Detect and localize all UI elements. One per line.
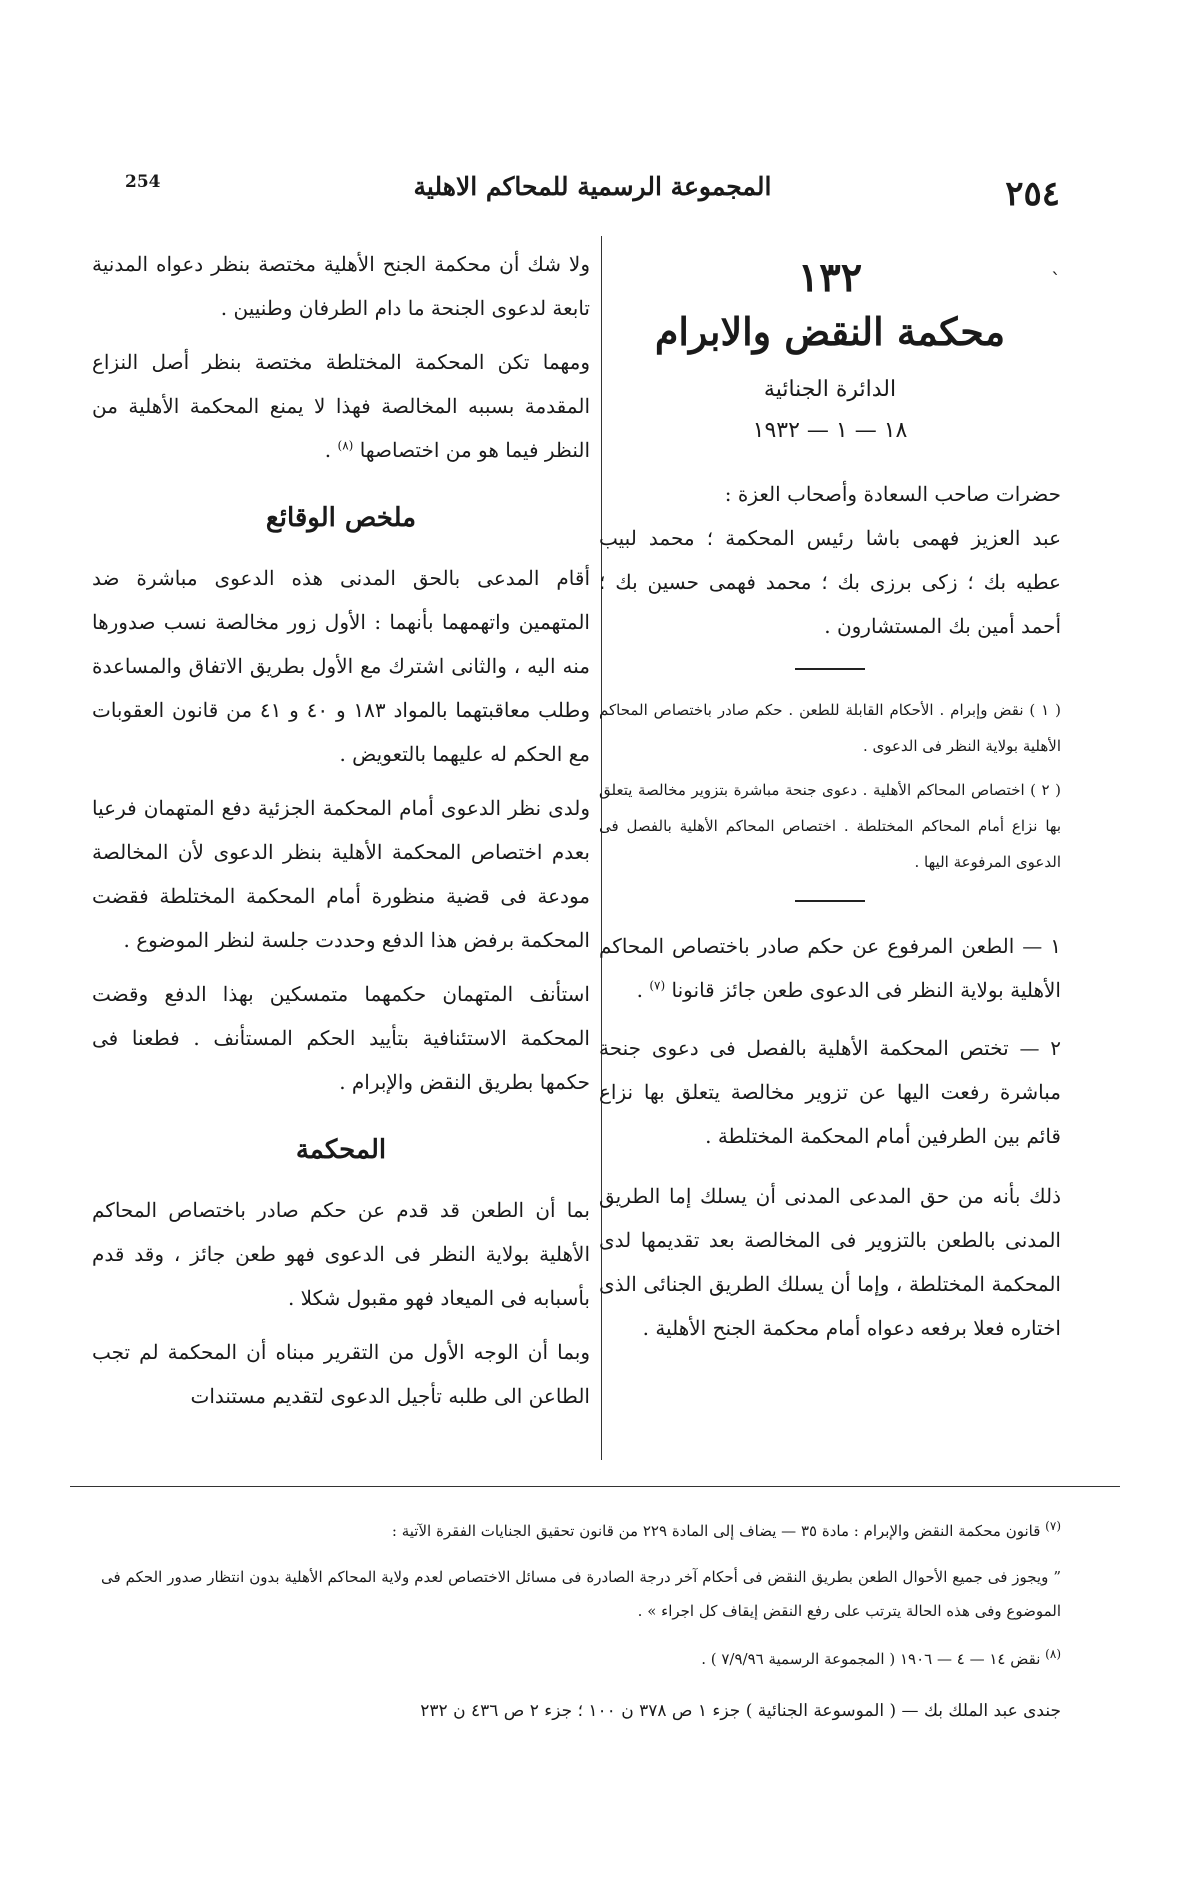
- opening-paragraph-2: [92, 340, 590, 472]
- footnote-7-quote: ” ويجوز فى جميع الأحوال الطعن بطريق النقض فى أحكام آخر درجة الصادرة فى مسائل الاختصاص لعدم ولاية المحاكم الأهلية بدون انتظار صدور الحكم فى الموضوع وفى هذه الحالة يترتب على رفع النقض إيقاف كل اجراء » .: [101, 1568, 1061, 1620]
- tick-mark: ˋ: [1051, 268, 1061, 292]
- reasoning-paragraph: ذلك بأنه من حق المدعى المدنى أن يسلك إما الطريق المدنى بالطعن بالتزوير فى المخالصة بعد تقديمها لدى المحكمة المختلطة ، وإما أن يسلك الطريق الجنائى الذى اختاره فعلا برفعه دعواه أمام محكمة الجنح الأهلية .: [599, 1184, 1061, 1340]
- section-rule: [795, 668, 865, 670]
- opening-paragraph-1: ولا شك أن محكمة الجنح الأهلية مختصة بنظر دعواه المدنية تابعة لدعوى الجنحة ما دام الطرفان وطنيين .: [92, 252, 590, 320]
- section-rule: [795, 900, 865, 902]
- running-title: المجموعة الرسمية للمحاكم الاهلية: [413, 172, 772, 201]
- left-column: [92, 242, 590, 1454]
- page-number-latin: 254: [125, 172, 161, 192]
- facts-paragraph-2: ولدى نظر الدعوى أمام المحكمة الجزئية دفع المتهمان فرعيا بعدم اختصاص المحكمة الأهلية بنظر الدعوى لأن المخالصة مودعة فى قضية منظورة أمام المحكمة المختلطة فقضت المحكمة برفض هذا الدفع وحددت جلسة لنظر الموضوع .: [92, 796, 590, 952]
- footnote-divider: [70, 1486, 1120, 1487]
- footnote-ref-8: (٨): [337, 438, 354, 453]
- headnote-1: ( ١ ) نقض وإبرام . الأحكام القابلة للطعن . حكم صادر باختصاص المحاكم الأهلية بولاية النظر فى الدعوى .: [599, 701, 1061, 755]
- headnote-2: ( ٢ ) اختصاص المحاكم الأهلية . دعوى جنحة مباشرة بتزوير مخالصة يتعلق بها نزاع أمام المحاكم المختلطة . اختصاص المحاكم الأهلية بالفصل فى الدعوى المرفوعة اليها .: [599, 781, 1061, 871]
- chamber-name: الدائرة الجنائية: [763, 377, 897, 402]
- court-title: المحكمة: [295, 1135, 387, 1165]
- court-paragraph-1: بما أن الطعن قد قدم عن حكم صادر باختصاص المحاكم الأهلية بولاية النظر فى الدعوى فهو طعن جائز ، وقد قدم بأسبابه فى الميعاد فهو مقبول شكلا .: [92, 1198, 590, 1310]
- running-header: [125, 172, 1060, 216]
- facts-paragraph-1: أقام المدعى بالحق المدنى هذه الدعوى مباشرة ضد المتهمين واتهمهما بأنهما : الأول زور مخالصة نسب صدورها منه اليه ، والثانى اشترك مع الأول بطريق الاتفاق والمساعدة وطلب معاقبتهما بالمواد ١٨٣ و ٤٠ و ٤١ من قانون العقوبات مع الحكم له عليهما بالتعويض .: [92, 566, 591, 766]
- presiding-intro: حضرات صاحب السعادة وأصحاب العزة :: [724, 482, 1061, 506]
- principle-2: ٢ — تختص المحكمة الأهلية بالفصل فى دعوى جنحة مباشرة رفعت اليها عن تزوير مخالصة يتعلق بها نزاع قائم بين الطرفين أمام المحكمة المختلطة .: [599, 1036, 1061, 1148]
- court-name: محكمة النقض والابرام: [654, 309, 1006, 354]
- facts-paragraph-3: استأنف المتهمان حكمهما متمسكين بهذا الدفع وقضت المحكمة الاستئنافية بتأييد الحكم المستأنف . فطعنا فى حكمها بطريق النقض والإبرام .: [92, 982, 590, 1094]
- judgment-date: ١٨ — ١ — ١٩٣٢: [752, 418, 908, 443]
- opening-paragraph-2-end: .: [324, 438, 338, 462]
- principle-1-end: .: [636, 978, 650, 1002]
- footnote-7-marker: (٧): [1045, 1519, 1061, 1533]
- case-number: ١٣٢: [797, 254, 863, 301]
- footnote-8-marker: (٨): [1045, 1647, 1061, 1661]
- presiding-names: عبد العزيز فهمى باشا رئيس المحكمة ؛ محمد لبيب عطيه بك ؛ زكى برزى بك ؛ محمد فهمى حسين بك ؛ أحمد أمين بك المستشارون .: [599, 526, 1061, 638]
- principle-1-text: ١ — الطعن المرفوع عن حكم صادر باختصاص المحاكم الأهلية بولاية النظر فى الدعوى طعن جائز قانونا: [599, 934, 1061, 1002]
- opening-paragraph-2-text: ومهما تكن المحكمة المختلطة مختصة بنظر أصل النزاع المقدمة بسببه المخالصة فهذا لا يمنع المحكمة الأهلية من النظر فيما هو من اختصاصها: [92, 350, 590, 462]
- court-paragraph-2: وبما أن الوجه الأول من التقرير مبناه أن المحكمة لم تجب الطاعن الى طلبه تأجيل الدعوى لتقديم مستندات: [92, 1340, 590, 1408]
- bottom-reference: جندى عبد الملك بك — ( الموسوعة الجنائية ) جزء ١ ص ٣٧٨ ن ١٠٠ ؛ جزء ٢ ص ٤٣٦ ن ٢٣٢: [420, 1701, 1061, 1721]
- footnote-ref-7: (٧): [649, 978, 666, 993]
- principle-1: [599, 924, 1061, 1012]
- footnote-8-text: نقض ١٤ — ٤ — ١٩٠٦ ( المجموعة الرسمية ٧/٩/٩٦ ) .: [701, 1650, 1041, 1668]
- footnote-7: [101, 1514, 1061, 1548]
- footnotes: [101, 1514, 1061, 1728]
- page-number-arabic: ٢٥٤: [1005, 174, 1060, 214]
- facts-title: ملخص الوقائع: [265, 503, 417, 533]
- footnote-8: [101, 1642, 1061, 1676]
- footnote-7-text: قانون محكمة النقض والإبرام : مادة ٣٥ — يضاف إلى المادة ٢٢٩ من قانون تحقيق الجنايات الفقرة الآتية :: [391, 1522, 1041, 1540]
- right-column: [599, 242, 1061, 1454]
